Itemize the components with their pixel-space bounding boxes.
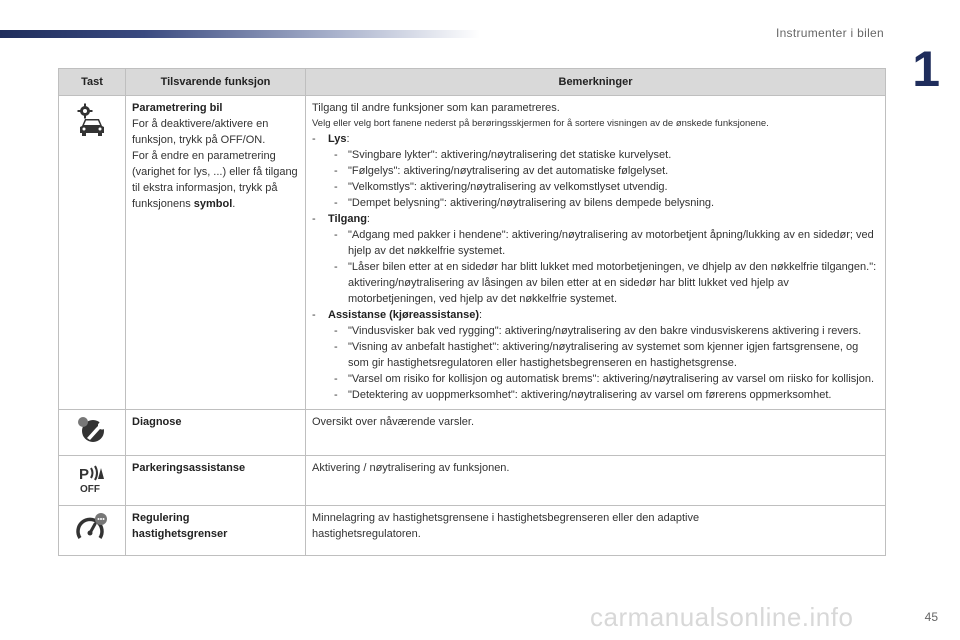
list-item bbox=[312, 339, 879, 371]
list-item bbox=[312, 195, 879, 211]
list-item-text: "Vindusvisker bak ved rygging": aktivering/nøytralisering av den bakre vindusviskerens aktivering i revers. bbox=[348, 325, 862, 337]
section-title: Tilgang bbox=[328, 213, 367, 225]
list-item-text: "Låser bilen etter at en sidedør har blitt lukket med motorbetjeningen, ve dhjelp av den nøkkelfrie tilgangen.": aktivering/nøytralisering av låsingen av bilen etter at en sidedør har blitt lukket ved hjelp av motorbetjeningen, ved hjelp av det nøkkelfrie systemet. bbox=[348, 261, 877, 305]
notes-small: Velg eller velg bort fanene nederst på berøringsskjermen for å sortere visningen av de ønskede funksjonene. bbox=[312, 118, 769, 129]
notes-intro: Tilgang til andre funksjoner som kan parametreres. bbox=[312, 102, 560, 114]
symbol-term: symbol bbox=[193, 198, 233, 210]
table-header-row bbox=[59, 69, 886, 96]
table-row bbox=[59, 96, 886, 410]
list-item bbox=[312, 179, 879, 195]
list-item-text: "Detektering av uoppmerksomhet": aktivering/nøytralisering av varsel om førerens oppmerksomhet. bbox=[348, 389, 832, 401]
colon: : bbox=[479, 309, 483, 321]
list-item bbox=[312, 387, 879, 403]
key-cell bbox=[59, 410, 126, 456]
notes-cell bbox=[306, 410, 886, 456]
dash: - bbox=[334, 229, 338, 241]
diagnose-wrench-icon[interactable] bbox=[76, 416, 108, 449]
list-item-text: "Følgelys": aktivering/nøytralisering av det automatiske følgelyset. bbox=[348, 165, 669, 177]
notes-text: Aktivering / nøytralisering av funksjonen. bbox=[312, 462, 510, 474]
table-row bbox=[59, 506, 886, 556]
key-cell bbox=[59, 96, 126, 410]
list-item-text: "Visning av anbefalt hastighet": aktivering/nøytralisering av systemet som kjenner igjen fartsgrensene, og som gir hastighetsregulatoren eller hastighetsbegrenseren en hastighetsgrense. bbox=[348, 341, 859, 369]
list-item-text: "Varsel om risiko for kollisjon og automatisk brems": aktivering/nøytralisering av varsel om riisko for kollisjon. bbox=[348, 373, 875, 385]
notes-text: Oversikt over nåværende varsler. bbox=[312, 416, 475, 428]
dash: - bbox=[334, 325, 338, 337]
dash: - bbox=[334, 341, 338, 353]
section-title: Assistanse (kjøreassistanse) bbox=[328, 309, 480, 321]
list-item-text: "Svingbare lykter": aktivering/nøytralisering det statiske kurvelyset. bbox=[348, 149, 672, 161]
list-item bbox=[312, 323, 879, 339]
list-item-text: "Dempet belysning": aktivering/nøytralisering av bilens dempede belysning. bbox=[348, 197, 715, 209]
car-settings-icon[interactable] bbox=[74, 102, 110, 143]
off-label: OFF bbox=[80, 484, 100, 494]
dash: - bbox=[334, 197, 338, 209]
key-cell bbox=[59, 456, 126, 506]
function-title: Regulering hastighetsgrenser bbox=[132, 512, 228, 540]
table-row bbox=[59, 410, 886, 456]
function-cell bbox=[126, 96, 306, 410]
dash: - bbox=[312, 133, 316, 145]
list-item bbox=[312, 147, 879, 163]
section-title: Lys bbox=[328, 133, 347, 145]
colon: : bbox=[366, 213, 370, 225]
section-title: Instrumenter i bilen bbox=[775, 26, 884, 40]
section-heading bbox=[312, 131, 879, 147]
colon: : bbox=[346, 133, 350, 145]
dash: - bbox=[334, 373, 338, 385]
chapter-number: 1 bbox=[912, 41, 940, 97]
dash: - bbox=[334, 389, 338, 401]
dash: - bbox=[334, 165, 338, 177]
notes-cell bbox=[306, 456, 886, 506]
dash: - bbox=[334, 261, 338, 273]
notes-sections bbox=[312, 131, 879, 403]
list-item-text: "Velkomstlys": aktivering/nøytralisering av velkomstlyset utvendig. bbox=[348, 181, 668, 193]
dash: - bbox=[334, 149, 338, 161]
function-cell bbox=[126, 410, 306, 456]
svg-text:P: P bbox=[79, 466, 90, 483]
list-item-text: "Adgang med pakker i hendene": aktivering/nøytralisering av motorbetjent åpning/lukking av en sidedør; ved hjelp av det nøkkelfrie systemet. bbox=[348, 229, 874, 257]
functions-table bbox=[58, 68, 886, 556]
function-cell bbox=[126, 456, 306, 506]
notes-cell bbox=[306, 96, 886, 410]
dash: - bbox=[334, 181, 338, 193]
dash: - bbox=[312, 213, 316, 225]
function-title: Parametrering bil bbox=[132, 102, 223, 114]
notes-text: Minnelagring av hastighetsgrensene i hastighetsbegrenseren eller den adaptive hastighetsregulatoren. bbox=[312, 512, 700, 540]
notes-cell bbox=[306, 506, 886, 556]
column-header-notes: Bemerkninger bbox=[306, 69, 886, 96]
list-item bbox=[312, 163, 879, 179]
speed-limiter-icon[interactable] bbox=[75, 512, 109, 549]
function-title: Parkeringsassistanse bbox=[132, 462, 246, 474]
key-cell bbox=[59, 506, 126, 556]
section-heading bbox=[312, 211, 879, 227]
function-cell bbox=[126, 506, 306, 556]
section-heading bbox=[312, 307, 879, 323]
list-item bbox=[312, 227, 879, 259]
function-description: For å deaktivere/aktivere en funksjon, trykk på OFF/ON. For å endre en parametrering (varighet for lys, ...) eller få tilgang til ekstra informasjon, trykk på funksjonens symbol. bbox=[132, 118, 298, 210]
page-number: 45 bbox=[924, 610, 938, 624]
list-item bbox=[312, 371, 879, 387]
dash: - bbox=[312, 309, 316, 321]
list-item bbox=[312, 259, 879, 307]
table-row bbox=[59, 456, 886, 506]
function-title: Diagnose bbox=[132, 416, 182, 428]
parking-assist-off-icon[interactable] bbox=[75, 462, 109, 499]
watermark: carmanualsonline.info bbox=[590, 602, 854, 632]
column-header-key: Tast bbox=[59, 69, 126, 96]
header-accent-bar bbox=[0, 30, 480, 38]
column-header-function: Tilsvarende funksjon bbox=[126, 69, 306, 96]
